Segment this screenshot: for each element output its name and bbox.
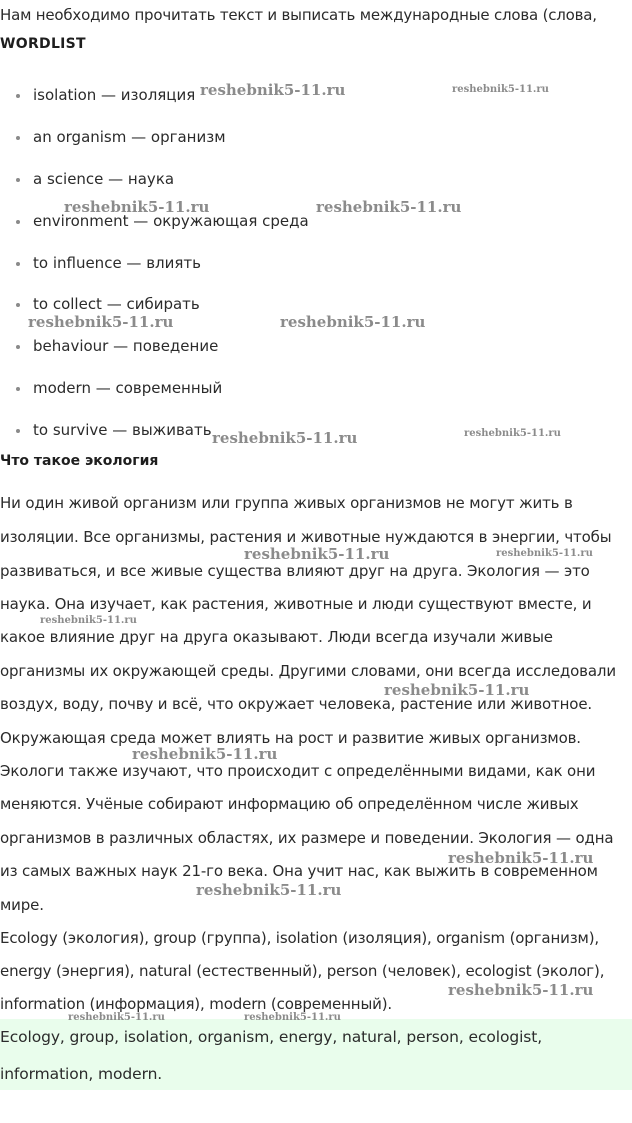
watermark: reshebnik5-11.ru [316, 198, 462, 216]
intro-text: Нам необходимо прочитать текст и выписать международные слова (слова, [0, 6, 597, 24]
bullet-icon [16, 345, 20, 349]
watermark: reshebnik5-11.ru [452, 84, 549, 95]
paragraph-line: Экологи также изучают, что происходит с определёнными видами, как они [0, 762, 596, 780]
bullet-icon [16, 262, 20, 266]
watermark: reshebnik5-11.ru [448, 849, 594, 867]
bullet-icon [16, 220, 20, 224]
paragraph-line: организмов в различных областях, их размере и поведении. Экология — одна [0, 829, 614, 847]
words-line: information (информация), modern (современный). [0, 995, 393, 1013]
watermark: reshebnik5-11.ru [280, 313, 426, 331]
watermark: reshebnik5-11.ru [196, 881, 342, 899]
watermark: reshebnik5-11.ru [496, 548, 593, 559]
paragraph-line: из самых важных наук 21-го века. Она учит нас, как выжить в современном [0, 862, 598, 880]
bullet-icon [16, 178, 20, 182]
paragraph-line: развиваться, и все живые существа влияют друг на друга. Экология — это [0, 562, 590, 580]
bullet-icon [16, 94, 20, 98]
bullet-icon [16, 429, 20, 433]
paragraph-line: организмы их окружающей среды. Другими словами, они всегда исследовали [0, 662, 616, 680]
watermark: reshebnik5-11.ru [212, 429, 358, 447]
section-heading: Что такое экология [0, 453, 159, 469]
answer-box [0, 1019, 632, 1090]
bullet-icon [16, 387, 20, 391]
watermark: reshebnik5-11.ru [464, 428, 561, 439]
words-line: Ecology (экология), group (группа), isolation (изоляция), organism (организм), [0, 929, 600, 947]
answer-line: information, modern. [0, 1065, 163, 1083]
watermark: reshebnik5-11.ru [64, 198, 210, 216]
bullet-icon [16, 136, 20, 140]
watermark: reshebnik5-11.ru [448, 981, 594, 999]
paragraph-line: воздух, воду, почву и всё, что окружает человека, растение или животное. [0, 695, 593, 713]
answer-line: Ecology, group, isolation, organism, energy, natural, person, ecologist, [0, 1028, 543, 1046]
paragraph-line: наука. Она изучает, как растения, животные и люди существуют вместе, и [0, 595, 592, 613]
paragraph-line: Ни один живой организм или группа живых организмов не могут жить в [0, 494, 573, 512]
wordlist-heading: WORDLIST [0, 36, 86, 52]
watermark: reshebnik5-11.ru [200, 81, 346, 99]
paragraph-line: какое влияние друг на друга оказывают. Люди всегда изучали живые [0, 628, 553, 646]
watermark: reshebnik5-11.ru [244, 545, 390, 563]
watermark: reshebnik5-11.ru [40, 615, 137, 626]
paragraph-line: изоляции. Все организмы, растения и животные нуждаются в энергии, чтобы [0, 528, 612, 546]
paragraph-line: меняются. Учёные собирают информацию об определённом числе живых [0, 795, 579, 813]
watermark: reshebnik5-11.ru [68, 1012, 165, 1023]
paragraph-line: Окружающая среда может влиять на рост и развитие живых организмов. [0, 729, 581, 747]
watermark: reshebnik5-11.ru [244, 1012, 341, 1023]
paragraph-line: мире. [0, 896, 44, 914]
bullet-icon [16, 303, 20, 307]
watermark: reshebnik5-11.ru [384, 681, 530, 699]
words-line: energy (энергия), natural (естественный), person (человек), ecologist (эколог), [0, 962, 605, 980]
watermark: reshebnik5-11.ru [28, 313, 174, 331]
watermark: reshebnik5-11.ru [132, 745, 278, 763]
